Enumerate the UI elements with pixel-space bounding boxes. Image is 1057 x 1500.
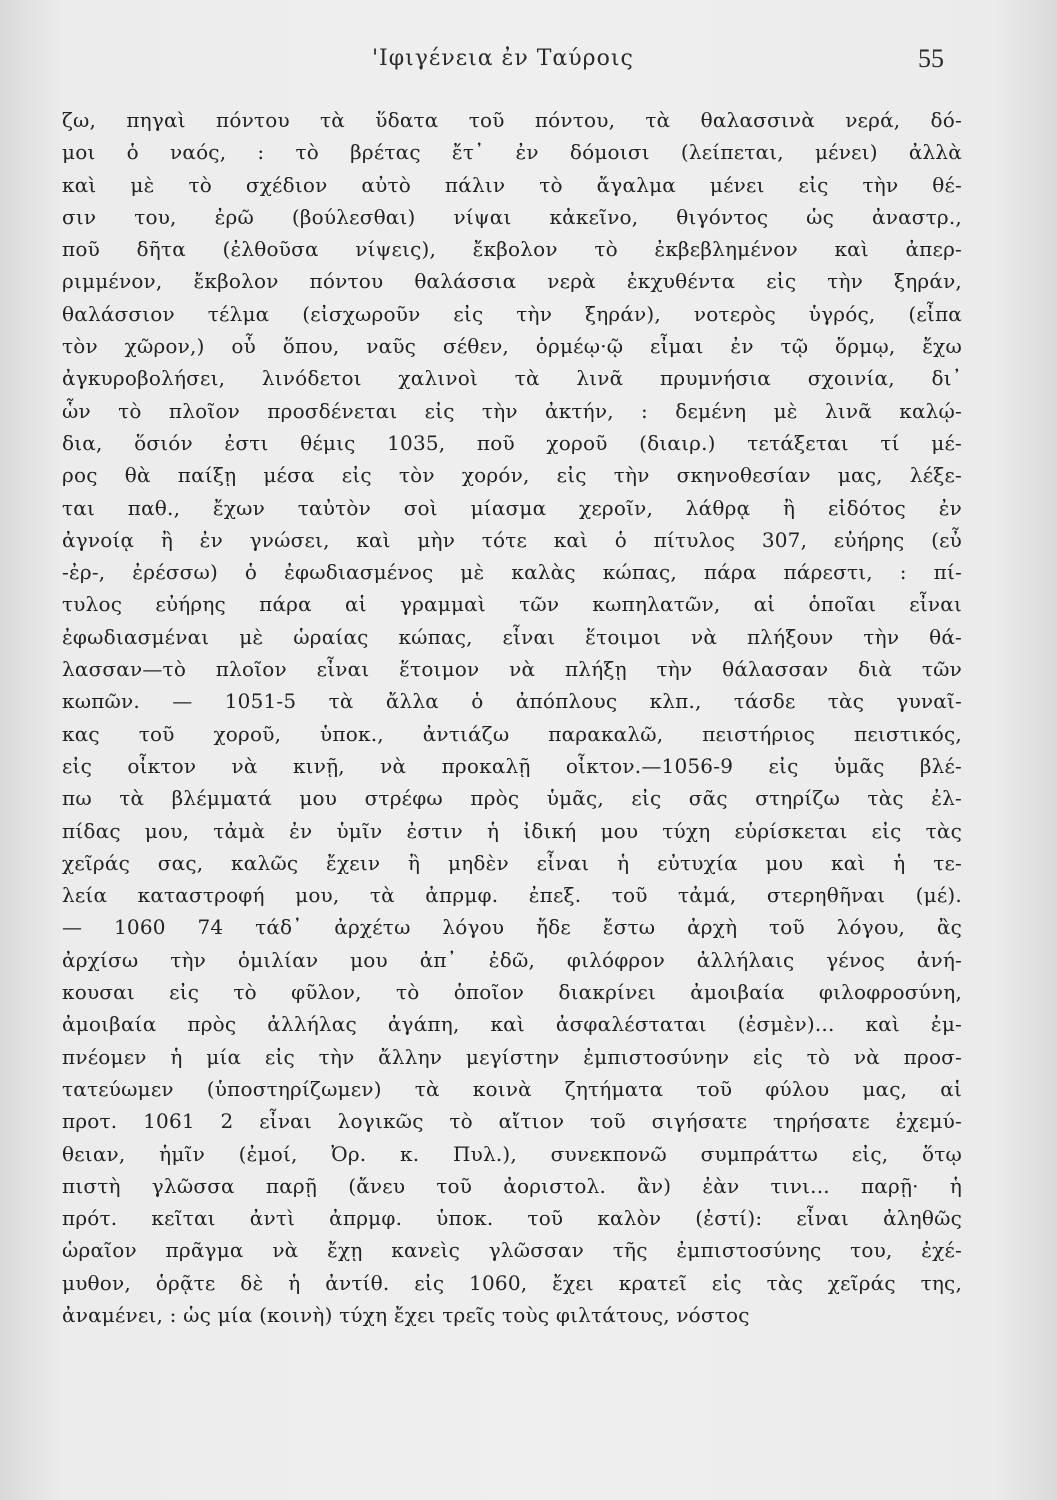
- text-line: ἀμοιβαία πρὸς ἀλλήλας ἀγάπη, καὶ ἀσφαλέσταται (ἐσμὲν)... καὶ ἐμ-: [62, 1012, 962, 1037]
- text-line: ται παθ., ἔχων ταὐτὸν σοὶ μίασμα χεροῖν, λάθρᾳ ἢ εἰδότος ἐν: [62, 495, 962, 520]
- text-line: πνέομεν ἡ μία εἰς τὴν ἄλλην μεγίστην ἐμπιστοσύνην εἰς τὸ νὰ προσ-: [62, 1044, 962, 1069]
- text-line: -ἐρ-, ἐρέσσω) ὁ ἐφωδιασμένος μὲ καλὰς κώπας, πάρα πάρεστι, : πί-: [62, 560, 962, 585]
- text-line: λεία καταστροφή μου, τὰ ἀπρμφ. ἐπεξ. τοῦ τἀμά, στερηθῆναι (μέ).: [62, 883, 962, 908]
- text-line: πω τὰ βλέμματά μου στρέφω πρὸς ὑμᾶς, εἰς σᾶς στηρίζω τὰς ἐλ-: [62, 786, 962, 811]
- text-line: λασσαν—τὸ πλοῖον εἶναι ἕτοιμον νὰ πλήξῃ τὴν θάλασσαν διὰ τῶν: [62, 657, 962, 682]
- text-line: προτ. 1061 2 εἶναι λογικῶς τὸ αἴτιον τοῦ σιγήσατε τηρήσατε ἐχεμύ-: [62, 1109, 962, 1134]
- text-line: τυλος εὐήρης πάρα αἱ γραμμαὶ τῶν κωπηλατῶν, αἱ ὁποῖαι εἶναι: [62, 592, 962, 617]
- page-number: 55: [918, 44, 944, 73]
- page-header: [0, 46, 1057, 86]
- text-line: σιν του, ἐρῶ (βούλεσθαι) νίψαι κἀκεῖνο, θιγόντος ὡς ἀναστρ.,: [62, 204, 962, 229]
- text-line: ἐφωδιασμέναι μὲ ὡραίας κώπας, εἶναι ἕτοιμοι νὰ πλήξουν τὴν θά-: [62, 624, 962, 649]
- text-line: χεῖράς σας, καλῶς ἔχειν ἢ μηδὲν εἶναι ἡ εὐτυχία μου καὶ ἡ τε-: [62, 850, 962, 875]
- text-line: τὸν χῶρον,) οὗ ὅπου, ναῦς σέθεν, ὁρμέῳ·ῷ εἶμαι ἐν τῷ ὅρμῳ, ἔχω: [62, 334, 962, 359]
- text-line: μοι ὁ ναός, : τὸ βρέτας ἔτ᾽ ἐν δόμοισι (λείπεται, μένει) ἀλλὰ: [62, 140, 962, 165]
- text-line: τατεύωμεν (ὑποστηρίζωμεν) τὰ κοινὰ ζητήματα τοῦ φύλου μας, αἱ: [62, 1076, 962, 1101]
- text-line: ἀρχίσω τὴν ὁμιλίαν μου ἀπ᾽ ἐδῶ, φιλόφρον ἀλλήλαις γένος ἀνή-: [62, 947, 962, 972]
- text-line: ζω, πηγαὶ πόντου τὰ ὕδατα τοῦ πόντου, τὰ θαλασσινὰ νερά, δό-: [62, 108, 962, 132]
- text-line: — 1060 74 τάδ᾽ ἀρχέτω λόγου ἤδε ἔστω ἀρχὴ τοῦ λόγου, ἂς: [62, 915, 962, 940]
- text-line: πίδας μου, τἀμὰ ἐν ὑμῖν ἐστιν ἡ ἰδική μου τύχη εὑρίσκεται εἰς τὰς: [62, 818, 962, 843]
- text-line: ἀναμένει, : ὡς μία (κοινὴ) τύχη ἔχει τρεῖς τοὺς φιλτάτους, νόστος: [62, 1302, 750, 1327]
- text-line: ὡραῖον πρᾶγμα νὰ ἔχῃ κανεὶς γλῶσσαν τῆς ἐμπιστοσύνης του, ἐχέ-: [62, 1238, 962, 1263]
- text-line: εἰς οἶκτον νὰ κινῇ, νὰ προκαλῇ οἶκτον.—1056-9 εἰς ὑμᾶς βλέ-: [62, 753, 962, 778]
- commentary-text: [62, 104, 962, 1331]
- text-line: ποῦ δῆτα (ἐλθοῦσα νίψεις), ἔκβολον τὸ ἐκβεβλημένον καὶ ἀπερ-: [62, 237, 962, 262]
- text-line: πρότ. κεῖται ἀντὶ ἀπρμφ. ὑποκ. τοῦ καλὸν (ἐστί): εἶναι ἀληθῶς: [62, 1206, 962, 1231]
- text-line: καὶ μὲ τὸ σχέδιον αὐτὸ πάλιν τὸ ἄγαλμα μένει εἰς τὴν θέ-: [62, 172, 962, 197]
- text-line: κωπῶν. — 1051-5 τὰ ἄλλα ὁ ἀπόπλους κλπ., τάσδε τὰς γυναῖ-: [62, 689, 962, 714]
- running-title: 'Ιφιγένεια ἐν Ταύροις: [372, 46, 634, 71]
- text-line: πιστὴ γλῶσσα παρῇ (ἄνευ τοῦ ἀοριστολ. ἂν) ἐὰν τινι... παρῇ· ἡ: [62, 1173, 962, 1198]
- text-line: ἀγνοίᾳ ἢ ἐν γνώσει, καὶ μὴν τότε καὶ ὁ πίτυλος 307, εὐήρης (εὖ: [62, 527, 962, 552]
- text-line: δια, ὅσιόν ἐστι θέμις 1035, ποῦ χοροῦ (διαιρ.) τετάξεται τί μέ-: [62, 430, 962, 455]
- text-line: ἀγκυροβολήσει, λινόδετοι χαλινοὶ τὰ λινᾶ πρυμνήσια σχοινία, δι᾽: [62, 366, 962, 391]
- text-line: κας τοῦ χοροῦ, ὑποκ., ἀντιάζω παρακαλῶ, πειστήριος πειστικός,: [62, 721, 962, 746]
- text-line: ὧν τὸ πλοῖον προσδένεται εἰς τὴν ἀκτήν, : δεμένη μὲ λινᾶ καλῴ-: [62, 398, 962, 423]
- text-line: κουσαι εἰς τὸ φῦλον, τὸ ὁποῖον διακρίνει ἀμοιβαία φιλοφροσύνη,: [62, 980, 962, 1005]
- text-line: θειαν, ἡμῖν (ἐμοί, Ὀρ. κ. Πυλ.), συνεκπονῶ συμπράττω εἰς, ὅτῳ: [62, 1141, 962, 1166]
- text-line: ρος θὰ παίξῃ μέσα εἰς τὸν χορόν, εἰς τὴν σκηνοθεσίαν μας, λέξε-: [62, 463, 962, 488]
- text-line: θαλάσσιον τέλμα (εἰσχωροῦν εἰς τὴν ξηράν), νοτερὸς ὑγρός, (εἶπα: [62, 301, 962, 326]
- text-line: μυθον, ὁρᾷτε δὲ ἡ ἀντίθ. εἰς 1060, ἔχει κρατεῖ εἰς τὰς χεῖράς της,: [62, 1270, 962, 1295]
- text-line: ριμμένον, ἔκβολον πόντου θαλάσσια νερὰ ἐκχυθέντα εἰς τὴν ξηράν,: [62, 269, 962, 294]
